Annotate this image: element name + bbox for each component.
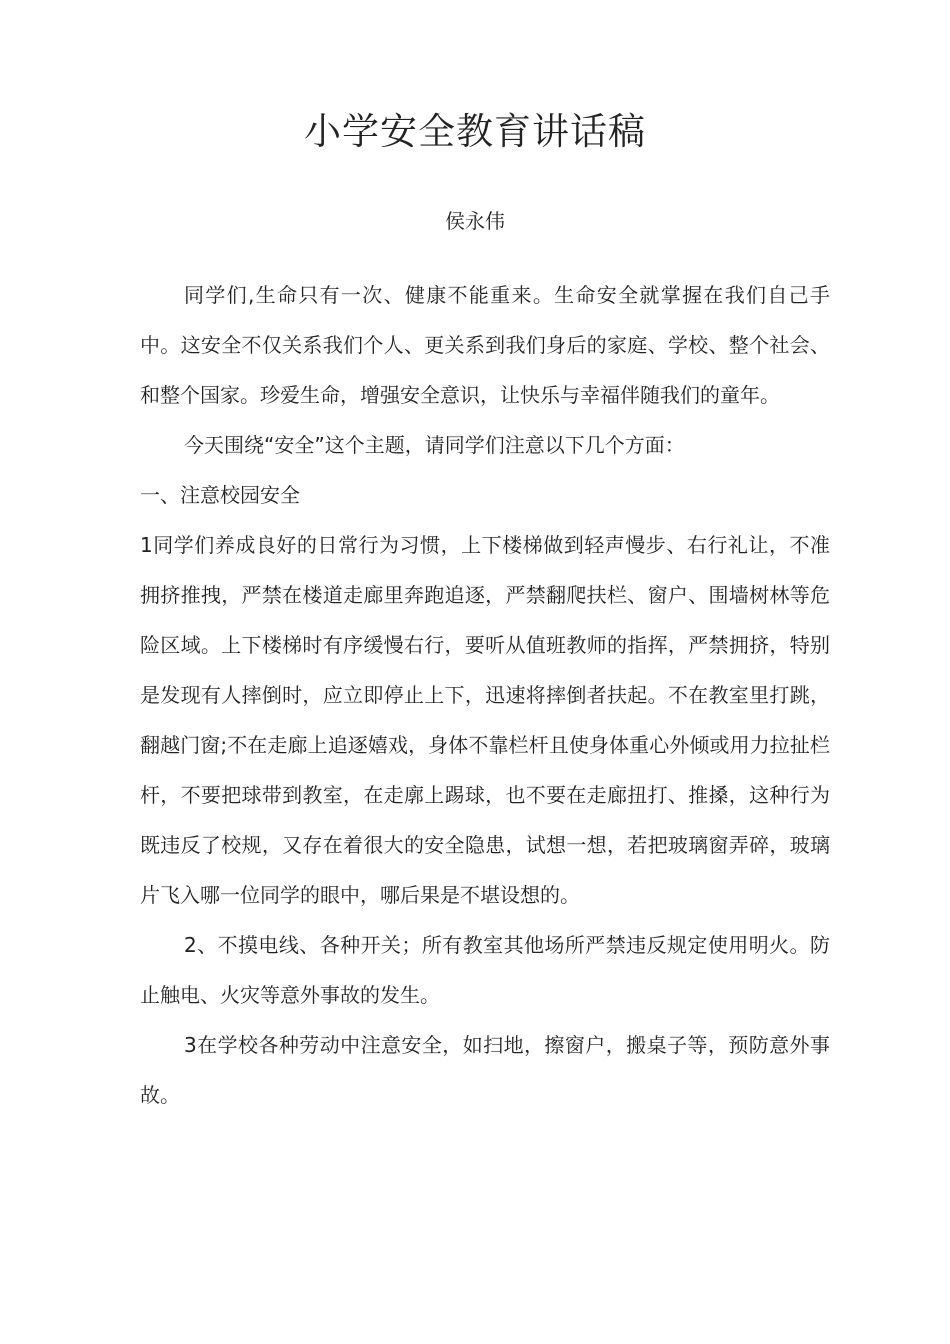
paragraph-intro: 同学们,生命只有一次、健康不能重来。生命安全就掌握在我们自己手中。这安全不仅关系我们个人、更关系到我们身后的家庭、学校、整个社会、和整个国家。珍爱生命，增强安全意识，让快乐与幸福伴随我们的童年。 [140,283,830,407]
document-body [140,270,830,1120]
paragraph-item-2: 2、不摸电线、各种开关；所有教室其他场所严禁违反规定使用明火。防止触电、火灾等意外事故的发生。 [140,933,830,1007]
paragraph-topic: 今天围绕“安全”这个主题，请同学们注意以下几个方面： [184,433,685,457]
paragraph-item-1: 1同学们养成良好的日常行为习惯，上下楼梯做到轻声慢步、右行礼让，不准拥挤推拽，严禁在楼道走廊里奔跑追逐，严禁翻爬扶栏、窗户、围墙树林等危险区域。上下楼梯时有序缓慢右行，要听从值班教师的指挥，严禁拥挤，特别是发现有人摔倒时，应立即停止上下，迅速将摔倒者扶起。不在教室里打跳，翻越门窗;不在走廊上追逐嬉戏，身体不靠栏杆且使身体重心外倾或用力拉扯栏杆，不要把球带到教室，在走廓上踢球，也不要在走廊扭打、推搡，这种行为既违反了校规，又存在着很大的安全隐患，试想一想，若把玻璃窗弄碎，玻璃片飞入哪一位同学的眼中，哪后果是不堪设想的。 [140,533,830,907]
document-author: 侯永伟 [445,209,505,233]
section-heading-campus-safety: 一、注意校园安全 [140,483,300,507]
document-title: 小学安全教育讲话稿 [304,110,646,153]
paragraph-item-3: 3在学校各种劳动中注意安全，如扫地，擦窗户，搬桌子等，预防意外事故。 [140,1033,830,1107]
